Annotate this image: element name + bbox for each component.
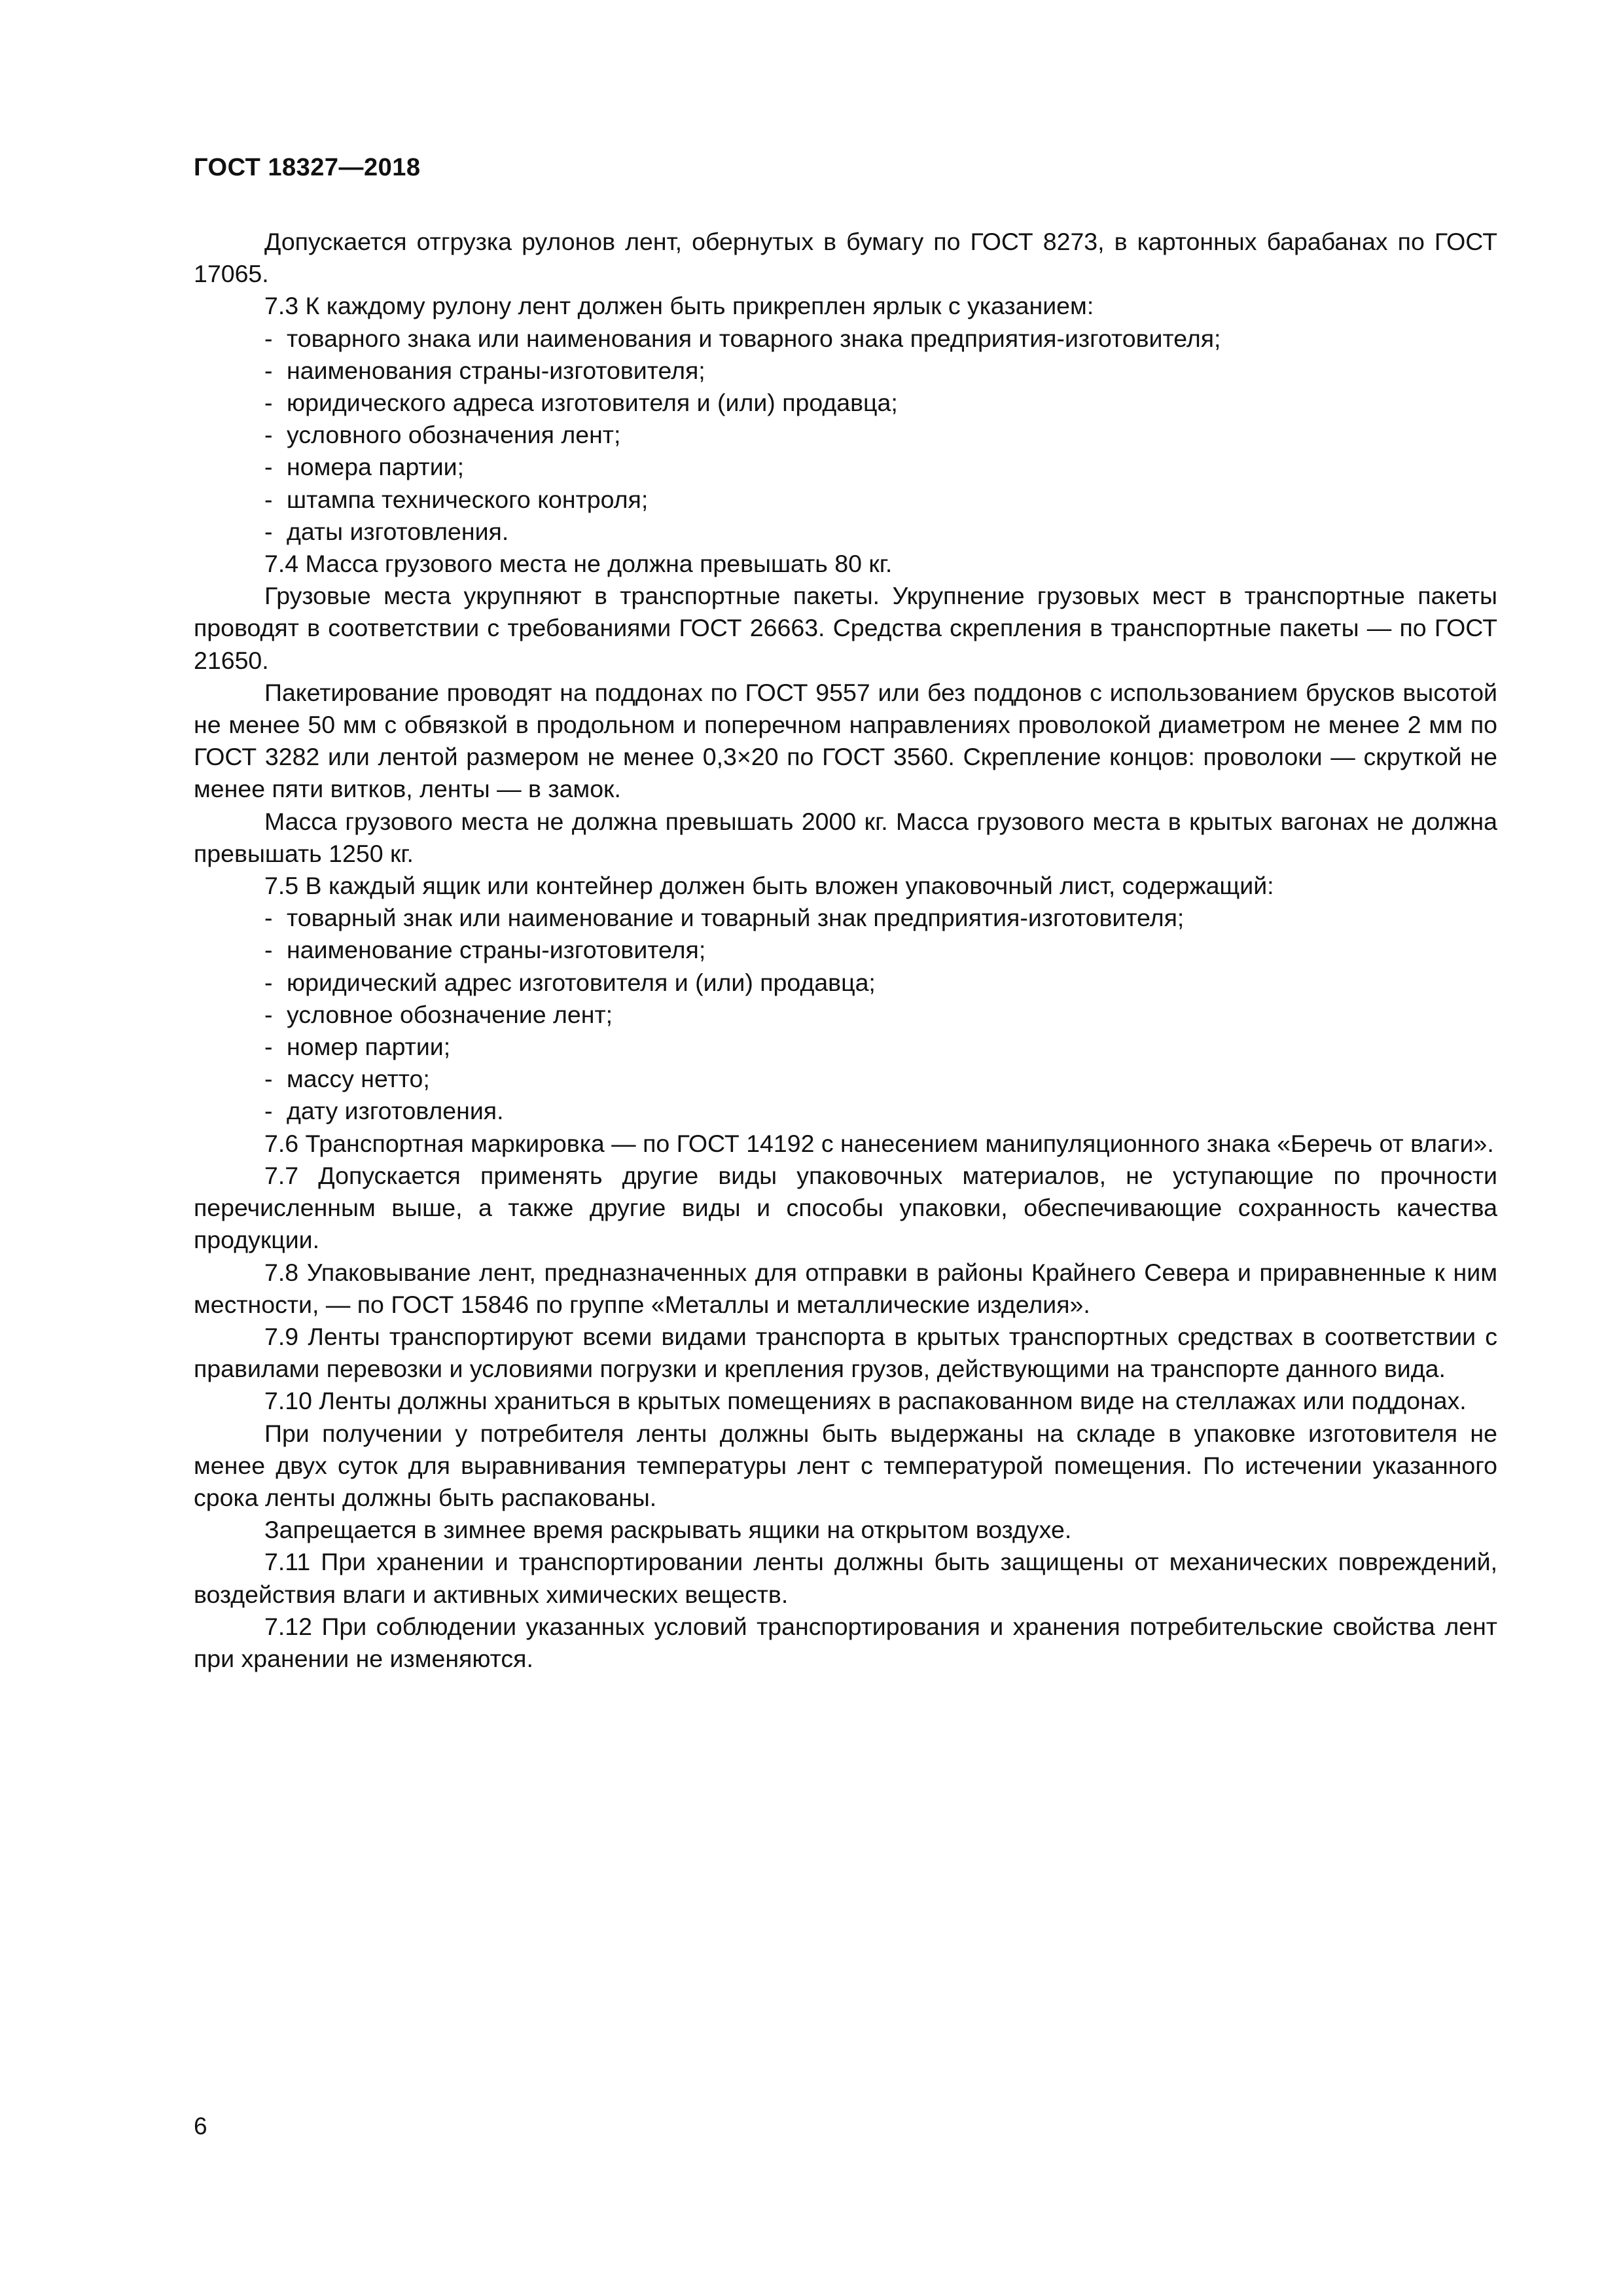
list-item: [194, 1095, 1497, 1127]
list-item-text: товарный знак или наименование и товарный знак предприятия-изготовителя;: [287, 904, 1185, 932]
list-dash: -: [264, 936, 273, 964]
list-dash: -: [264, 1097, 273, 1125]
list-dash: -: [264, 389, 273, 417]
clause-7-7: 7.7 Допускается применять другие виды упаковочных материалов, не уступающие по прочности перечисленным выше, а также другие виды и способы упаковки, обеспечивающие сохранность качества продукции.: [194, 1161, 1497, 1254]
list-item-text: юридического адреса изготовителя и (или) продавца;: [287, 389, 898, 417]
list-dash: -: [264, 968, 273, 996]
clause-7-8: 7.8 Упаковывание лент, предназначенных для отправки в районы Крайнего Севера и приравненные к ним местности, — по ГОСТ 15846 по группе «Металлы и металлические изделия».: [194, 1258, 1497, 1318]
list-item-text: массу нетто;: [287, 1065, 430, 1093]
list-item: [194, 1031, 1497, 1063]
list-dash: -: [264, 1000, 273, 1028]
page-number: 6: [194, 2113, 207, 2140]
list-item-text: номер партии;: [287, 1033, 451, 1061]
list-item: [194, 934, 1497, 966]
document-body: [194, 226, 1497, 1675]
clause-7-4: 7.4 Масса грузового места не должна превышать 80 кг.: [264, 550, 893, 578]
document-code-header: ГОСТ 18327—2018: [194, 154, 421, 181]
paragraph-shipment: Допускается отгрузка рулонов лент, обернутых в бумагу по ГОСТ 8273, в картонных барабанах по ГОСТ 17065.: [194, 228, 1497, 288]
clause-7-12: 7.12 При соблюдении указанных условий транспортирования и хранения потребительские свойства лент при хранении не изменяются.: [194, 1612, 1497, 1672]
list-dash: -: [264, 356, 273, 384]
list-item-text: условного обозначения лент;: [287, 421, 621, 449]
list-item-text: даты изготовления.: [287, 517, 509, 545]
list-item: [194, 967, 1497, 999]
list-dash: -: [264, 421, 273, 449]
list-dash: -: [264, 1033, 273, 1061]
clause-7-5: 7.5 В каждый ящик или контейнер должен быть вложен упаковочный лист, содержащий:: [264, 872, 1274, 900]
list-item: [194, 419, 1497, 451]
clause-7-3: 7.3 К каждому рулону лент должен быть прикреплен ярлык с указанием:: [264, 292, 1094, 320]
clause-7-9: 7.9 Ленты транспортируют всеми видами транспорта в крытых транспортных средствах в соответствии с правилами перевозки и условиями погрузки и крепления грузов, действующими на транспорте данного вида.: [194, 1322, 1497, 1383]
list-item-text: юридический адрес изготовителя и (или) продавца;: [287, 968, 876, 996]
list-item-text: штампа технического контроля;: [287, 485, 649, 513]
list-item-text: наименование страны-изготовителя;: [287, 936, 706, 964]
list-item-text: дату изготовления.: [287, 1097, 504, 1125]
paragraph-transport-packages: Грузовые места укрупняют в транспортные пакеты. Укрупнение грузовых мест в транспортные пакеты проводят в соответствии с требованиями ГОСТ 26663. Средства скрепления в транспортные пакеты — по ГОСТ 21650.: [194, 582, 1497, 674]
paragraph-acclimatization: При получении у потребителя ленты должны быть выдержаны на складе в упаковке изготовителя не менее двух суток для выравнивания температуры лент с температурой помещения. По истечении указанного срока ленты должны быть распакованы.: [194, 1419, 1497, 1511]
list-item: [194, 451, 1497, 483]
list-dash: -: [264, 453, 273, 481]
list-item: [194, 1063, 1497, 1095]
list-dash: -: [264, 324, 273, 352]
list-item-text: номера партии;: [287, 453, 465, 481]
list-item: [194, 387, 1497, 419]
paragraph-winter-prohibition: Запрещается в зимнее время раскрывать ящики на открытом воздухе.: [264, 1516, 1072, 1544]
list-item: [194, 516, 1497, 548]
list-dash: -: [264, 1065, 273, 1093]
list-dash: -: [264, 904, 273, 932]
list-item: [194, 323, 1497, 355]
list-item: [194, 902, 1497, 934]
list-item: [194, 355, 1497, 387]
clause-7-11: 7.11 При хранении и транспортировании ленты должны быть защищены от механических повреждений, воздействия влаги и активных химических веществ.: [194, 1548, 1497, 1608]
list-dash: -: [264, 517, 273, 545]
list-dash: -: [264, 485, 273, 513]
paragraph-cargo-mass: Масса грузового места не должна превышать 2000 кг. Масса грузового места в крытых вагонах не должна превышать 1250 кг.: [194, 807, 1497, 867]
list-item-text: товарного знака или наименования и товарного знака предприятия-изготовителя;: [287, 324, 1221, 352]
list-item-text: условное обозначение лент;: [287, 1000, 613, 1028]
clause-7-10: 7.10 Ленты должны храниться в крытых помещениях в распакованном виде на стеллажах или поддонах.: [264, 1387, 1467, 1415]
paragraph-palletizing: Пакетирование проводят на поддонах по ГОСТ 9557 или без поддонов с использованием брусков высотой не менее 50 мм с обвязкой в продольном и поперечном направлениях проволокой диаметром не менее 2 мм по ГОСТ 3282 или лентой размером не менее 0,3×20 по ГОСТ 3560. Скрепление концов: проволоки — скруткой не менее пяти витков, ленты — в замок.: [194, 678, 1497, 803]
list-item: [194, 999, 1497, 1031]
clause-7-6: 7.6 Транспортная маркировка — по ГОСТ 14192 с нанесением манипуляционного знака «Беречь от влаги».: [264, 1129, 1494, 1157]
list-item-text: наименования страны-изготовителя;: [287, 356, 705, 384]
list-item: [194, 484, 1497, 516]
